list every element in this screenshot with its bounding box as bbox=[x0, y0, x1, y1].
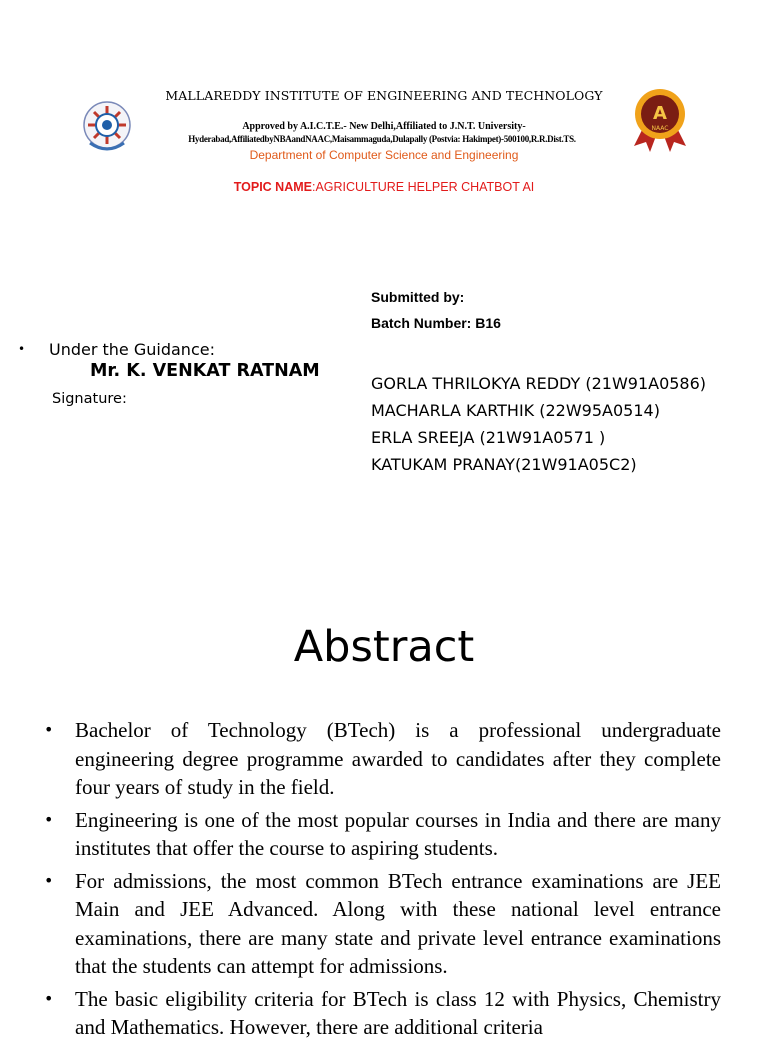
guidance-label-text: Under the Guidance: bbox=[49, 340, 215, 359]
abstract-point-text: For admissions, the most common BTech entrance examinations are JEE Main and JEE Advanced. Along with these national level entrance examinations, there are many state and private level entrance examinations that the students can attempt for admissions. bbox=[75, 868, 721, 978]
guidance-label bbox=[18, 340, 215, 359]
bullet-icon: • bbox=[44, 809, 54, 829]
institute-name: MALLAREDDY INSTITUTE OF ENGINEERING AND TECHNOLOGY bbox=[165, 88, 603, 103]
abstract-point bbox=[44, 867, 721, 981]
approval-line-1: Approved by A.I.C.T.E.- New Delhi,Affiliated to J.N.T. University- bbox=[242, 121, 526, 132]
approval-line-2: Hyderabad,AffiliatedbyNBAandNAAC,Maisammaguda,Dulapally (Postvia: Hakimpet)-500100,R.R.Dist.TS. bbox=[188, 134, 576, 144]
naac-grade-text: A bbox=[653, 103, 667, 124]
abstract-point-text: Engineering is one of the most popular courses in India and there are many institutes that offer the course to aspiring students. bbox=[75, 807, 721, 860]
bullet-icon: • bbox=[44, 988, 54, 1008]
abstract-point-text: The basic eligibility criteria for BTech is class 12 with Physics, Chemistry and Mathematics. However, there are additional criteria bbox=[75, 986, 721, 1039]
topic-value: :AGRICULTURE HELPER CHATBOT AI bbox=[311, 180, 535, 194]
student-name: GORLA THRILOKYA REDDY (21W91A0586) bbox=[371, 374, 707, 393]
submitted-by-label: Submitted by: bbox=[371, 289, 465, 305]
student-name: ERLA SREEJA (21W91A0571 ) bbox=[371, 428, 606, 447]
department-name: Department of Computer Science and Engineering bbox=[249, 148, 519, 162]
topic-label: TOPIC NAME bbox=[233, 180, 312, 194]
signature-label: Signature: bbox=[52, 391, 127, 407]
bullet-icon: • bbox=[44, 870, 54, 890]
batch-number: Batch Number: B16 bbox=[371, 315, 501, 331]
abstract-list bbox=[44, 716, 721, 1046]
topic-line bbox=[0, 180, 768, 194]
abstract-heading: Abstract bbox=[293, 622, 475, 672]
bullet-icon: • bbox=[18, 342, 26, 356]
abstract-point bbox=[44, 806, 721, 863]
student-name: KATUKAM PRANAY(21W91A05C2) bbox=[371, 455, 637, 474]
student-name: MACHARLA KARTHIK (22W95A0514) bbox=[371, 401, 660, 420]
abstract-point bbox=[44, 716, 721, 802]
abstract-point bbox=[44, 985, 721, 1042]
naac-label-text: NAAC bbox=[651, 125, 669, 132]
abstract-point-text: Bachelor of Technology (BTech) is a professional undergraduate engineering degree programme awarded to candidates after they complete four years of study in the field. bbox=[75, 718, 721, 799]
bullet-icon: • bbox=[44, 720, 54, 739]
guide-name: Mr. K. VENKAT RATNAM bbox=[90, 361, 320, 381]
student-list bbox=[371, 370, 706, 478]
